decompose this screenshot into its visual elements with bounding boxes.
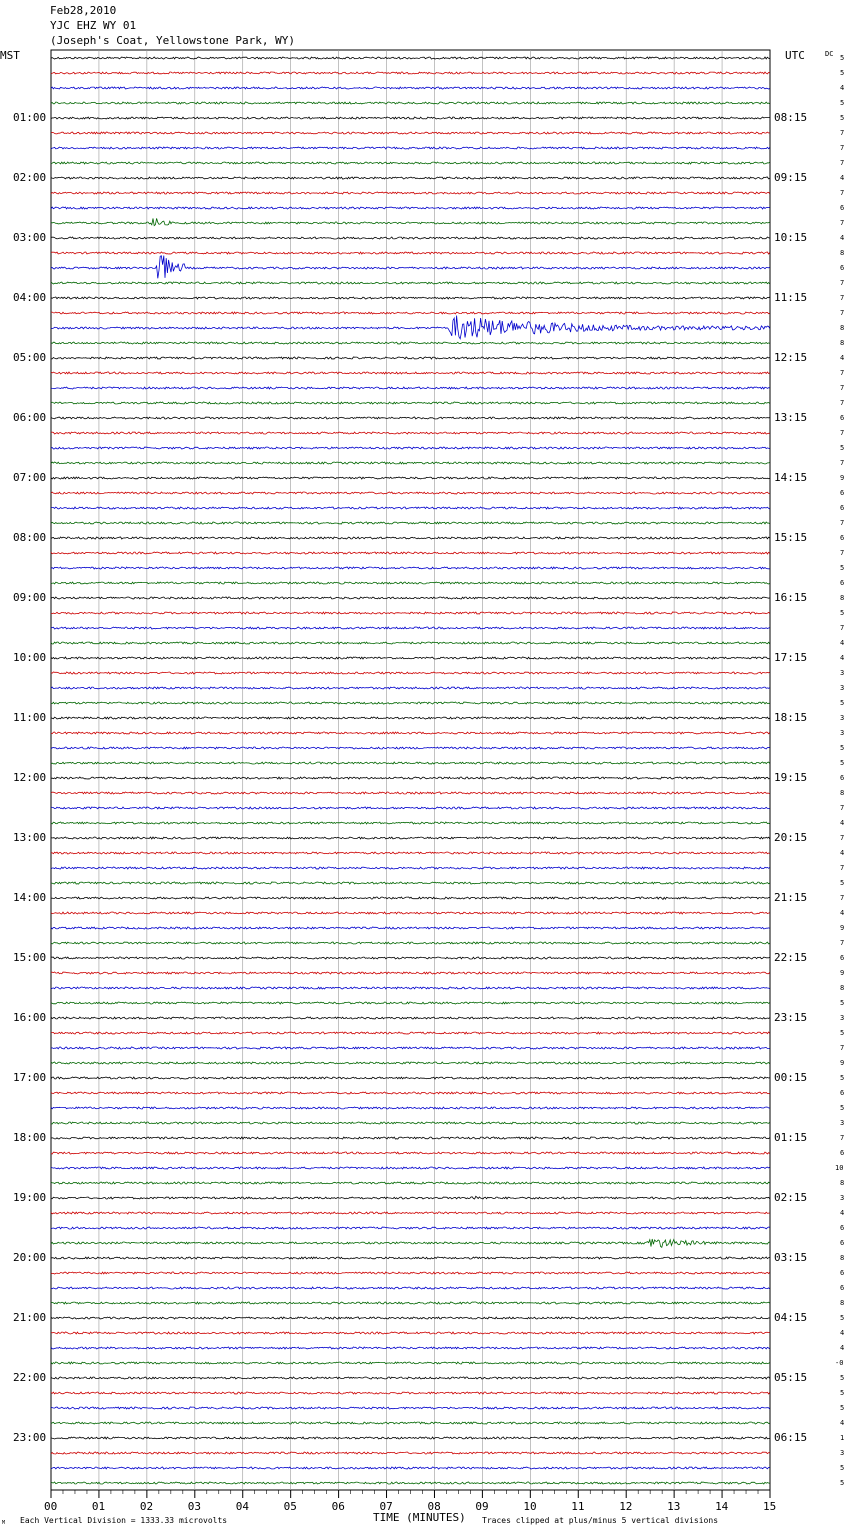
mst-hour-label: 07:00 — [13, 471, 47, 484]
seismic-trace — [51, 237, 770, 239]
seismic-trace — [51, 702, 770, 704]
dc-value: 7 — [840, 384, 845, 392]
dc-value: 6 — [840, 954, 845, 962]
dc-value: 6 — [840, 774, 845, 782]
utc-hour-label: 12:15 — [774, 351, 808, 364]
utc-hour-label: 01:15 — [774, 1131, 808, 1144]
seismic-trace — [51, 1302, 770, 1304]
dc-value: 7 — [840, 894, 845, 902]
seismic-trace — [51, 1317, 770, 1319]
seismic-trace — [51, 972, 770, 974]
seismic-trace — [51, 1152, 770, 1154]
dc-value: 5 — [840, 1104, 845, 1112]
dc-value: 4 — [840, 234, 845, 242]
seismic-trace — [51, 1017, 770, 1019]
dc-value: 8 — [840, 594, 845, 602]
seismic-trace — [51, 897, 770, 900]
utc-hour-label: 00:15 — [774, 1071, 808, 1084]
seismic-trace — [51, 147, 770, 149]
dc-value: 4 — [840, 909, 845, 917]
x-tick-label: 04 — [235, 1500, 249, 1513]
dc-value: 5 — [840, 444, 845, 452]
utc-hour-label: 19:15 — [774, 771, 808, 784]
seismic-trace — [51, 612, 770, 614]
utc-hour-label: 11:15 — [774, 291, 808, 304]
dc-value: 8 — [840, 789, 845, 797]
dc-value: 5 — [840, 1464, 845, 1472]
seismic-trace — [51, 1272, 770, 1274]
mst-hour-label: 22:00 — [13, 1371, 47, 1384]
x-tick-label: 08 — [427, 1500, 441, 1513]
seismic-trace — [51, 432, 770, 434]
seismic-trace — [51, 642, 770, 644]
seismic-trace — [51, 282, 770, 284]
dc-value: 7 — [840, 1044, 845, 1052]
dc-title: DC — [825, 50, 834, 58]
dc-value: 6 — [840, 534, 845, 542]
seismic-trace — [51, 777, 770, 779]
dc-value: 5 — [840, 114, 845, 122]
seismic-trace — [51, 987, 770, 989]
dc-value: 6 — [840, 414, 845, 422]
dc-value: 8 — [840, 339, 845, 347]
seismic-trace — [51, 942, 770, 944]
seismic-trace — [51, 117, 770, 119]
dc-value: 3 — [840, 1014, 845, 1022]
dc-value: 5 — [840, 879, 845, 887]
seismic-trace — [51, 732, 770, 734]
dc-value: 7 — [840, 549, 845, 557]
seismic-trace — [51, 837, 770, 839]
seismic-trace — [51, 597, 770, 599]
dc-value: 9 — [840, 474, 845, 482]
seismic-trace — [51, 192, 770, 194]
x-tick-label: 05 — [283, 1500, 297, 1513]
dc-value: 4 — [840, 1419, 845, 1427]
dc-value: 5 — [840, 1404, 845, 1412]
x-tick-label: 09 — [475, 1500, 489, 1513]
utc-hour-label: 20:15 — [774, 831, 808, 844]
seismic-trace — [51, 717, 770, 719]
dc-value: 4 — [840, 639, 845, 647]
seismic-trace — [51, 792, 770, 794]
utc-hour-label: 22:15 — [774, 951, 808, 964]
utc-hour-label: 16:15 — [774, 591, 808, 604]
dc-value: 5 — [840, 1074, 845, 1082]
seismic-trace — [51, 1167, 770, 1169]
utc-hour-label: 23:15 — [774, 1011, 808, 1024]
station-code: YJC EHZ WY 01 — [50, 19, 137, 32]
dc-value: 5 — [840, 1374, 845, 1382]
chart-date: Feb28,2010 — [50, 4, 117, 17]
seismic-trace — [51, 87, 770, 89]
mst-hour-label: 05:00 — [13, 351, 47, 364]
dc-value: 4 — [840, 819, 845, 827]
seismic-trace — [51, 1347, 770, 1349]
seismic-trace — [51, 627, 770, 629]
seismic-trace — [51, 882, 770, 884]
dc-value: 9 — [840, 924, 845, 932]
seismic-trace — [51, 372, 770, 374]
seismic-trace — [51, 1122, 770, 1124]
dc-value: 5 — [840, 54, 845, 62]
mst-hour-label: 20:00 — [13, 1251, 47, 1264]
dc-value: 5 — [840, 564, 845, 572]
dc-value: 3 — [840, 729, 845, 737]
x-tick-label: 11 — [571, 1500, 585, 1513]
seismic-trace — [51, 1407, 770, 1409]
mst-hour-label: 11:00 — [13, 711, 47, 724]
mst-hour-label: 09:00 — [13, 591, 47, 604]
seismic-trace — [51, 522, 770, 524]
seismic-trace — [51, 1002, 770, 1004]
seismic-trace — [51, 807, 770, 809]
mst-hour-label: 16:00 — [13, 1011, 47, 1024]
dc-value: 3 — [840, 1119, 845, 1127]
dc-value: 4 — [840, 354, 845, 362]
dc-value: 7 — [840, 519, 845, 527]
seismic-trace — [51, 402, 770, 404]
dc-value: 6 — [840, 1269, 845, 1277]
x-tick-label: 07 — [379, 1500, 393, 1513]
dc-value: 7 — [840, 279, 845, 287]
mst-hour-label: 12:00 — [13, 771, 47, 784]
seismic-trace — [51, 1467, 770, 1469]
mst-hour-label: 08:00 — [13, 531, 47, 544]
dc-value: 8 — [840, 1179, 845, 1187]
seismic-trace — [51, 1196, 770, 1199]
seismic-trace — [51, 162, 770, 164]
seismic-trace — [51, 132, 770, 134]
dc-value: 7 — [840, 624, 845, 632]
seismic-trace — [51, 1077, 770, 1079]
dc-value: 4 — [840, 1209, 845, 1217]
utc-hour-label: 15:15 — [774, 531, 808, 544]
utc-hour-label: 06:15 — [774, 1431, 808, 1444]
dc-value: 5 — [840, 1029, 845, 1037]
seismic-trace — [51, 657, 770, 659]
dc-value: 6 — [840, 204, 845, 212]
dc-value: 8 — [840, 1299, 845, 1307]
dc-value: 6 — [840, 1239, 845, 1247]
seismic-trace — [51, 102, 770, 104]
utc-hour-label: 02:15 — [774, 1191, 808, 1204]
mst-hour-label: 15:00 — [13, 951, 47, 964]
seismic-trace — [51, 1107, 770, 1109]
seismic-trace — [51, 447, 770, 449]
dc-value: 3 — [840, 1194, 845, 1202]
dc-value: 6 — [840, 579, 845, 587]
utc-hour-label: 17:15 — [774, 651, 808, 664]
mst-hour-label: 06:00 — [13, 411, 47, 424]
x-tick-label: 00 — [44, 1500, 58, 1513]
mst-hour-label: 13:00 — [13, 831, 47, 844]
dc-value: 3 — [840, 1449, 845, 1457]
left-axis-title: MST — [0, 49, 20, 62]
x-tick-label: 12 — [619, 1500, 633, 1513]
dc-value: 7 — [840, 309, 845, 317]
x-tick-label: 03 — [187, 1500, 202, 1513]
dc-value: 9 — [840, 969, 845, 977]
x-axis-label: TIME (MINUTES) — [373, 1511, 466, 1524]
dc-value: 5 — [840, 744, 845, 752]
dc-value: 7 — [840, 294, 845, 302]
dc-value: 5 — [840, 1479, 845, 1487]
dc-value: 4 — [840, 849, 845, 857]
seismic-trace — [51, 567, 770, 569]
dc-value: 3 — [840, 684, 845, 692]
dc-value: 8 — [840, 984, 845, 992]
dc-value: 7 — [840, 864, 845, 872]
utc-hour-label: 05:15 — [774, 1371, 808, 1384]
seismic-trace — [51, 1182, 770, 1184]
dc-value: 5 — [840, 699, 845, 707]
mst-hour-label: 23:00 — [13, 1431, 47, 1444]
dc-value: 1 — [840, 1434, 845, 1442]
x-tick-label: 06 — [331, 1500, 345, 1513]
seismic-trace — [51, 1047, 770, 1049]
seismic-trace — [51, 177, 770, 179]
utc-hour-label: 10:15 — [774, 231, 808, 244]
seismic-trace — [51, 1482, 770, 1484]
seismic-trace — [51, 387, 770, 389]
dc-value: 6 — [840, 264, 845, 272]
seismic-trace — [51, 822, 770, 824]
utc-hour-label: 14:15 — [774, 471, 808, 484]
clip-note: Traces clipped at plus/minus 5 vertical divisions — [482, 1516, 719, 1525]
dc-value: 7 — [840, 804, 845, 812]
utc-hour-label: 21:15 — [774, 891, 808, 904]
seismic-trace — [51, 1377, 770, 1379]
mst-hour-label: 17:00 — [13, 1071, 47, 1084]
mst-hour-label: 03:00 — [13, 231, 47, 244]
seismic-trace — [51, 218, 770, 225]
dc-value: 7 — [840, 369, 845, 377]
station-location: (Joseph's Coat, Yellowstone Park, WY) — [50, 34, 296, 47]
dc-value: 5 — [840, 99, 845, 107]
dc-value: 6 — [840, 1224, 845, 1232]
x-tick-label: 01 — [91, 1500, 106, 1513]
utc-hour-label: 08:15 — [774, 111, 808, 124]
x-tick-label: 10 — [523, 1500, 537, 1513]
dc-value: 9 — [840, 1059, 845, 1067]
seismic-trace — [51, 256, 770, 279]
seismic-trace — [51, 852, 770, 854]
seismic-trace — [51, 1227, 770, 1229]
dc-value: 4 — [840, 1329, 845, 1337]
seismic-trace — [51, 72, 770, 74]
dc-value: 7 — [840, 159, 845, 167]
dc-value: 4 — [840, 84, 845, 92]
seismic-trace — [51, 1092, 770, 1094]
dc-value: 8 — [840, 249, 845, 257]
utc-hour-label: 03:15 — [774, 1251, 808, 1264]
mst-hour-label: 14:00 — [13, 891, 47, 904]
seismic-trace — [51, 1239, 770, 1247]
dc-value: 7 — [840, 129, 845, 137]
dc-value: 5 — [840, 69, 845, 77]
dc-value: 6 — [840, 1149, 845, 1157]
dc-value: 7 — [840, 429, 845, 437]
corner-mark: M — [2, 1520, 6, 1526]
dc-value: 3 — [840, 714, 845, 722]
dc-value: 6 — [840, 504, 845, 512]
mst-hour-label: 04:00 — [13, 291, 47, 304]
dc-value: 4 — [840, 654, 845, 662]
seismic-trace — [51, 912, 770, 914]
seismic-trace — [51, 1452, 770, 1454]
seismic-trace — [51, 927, 770, 929]
right-axis-title: UTC — [785, 49, 805, 62]
seismic-trace — [51, 342, 770, 344]
x-tick-label: 14 — [715, 1500, 729, 1513]
seismic-trace — [51, 252, 770, 254]
dc-value: 7 — [840, 144, 845, 152]
seismic-trace — [51, 357, 770, 359]
x-tick-label: 13 — [667, 1500, 681, 1513]
dc-value: 5 — [840, 609, 845, 617]
seismic-trace — [51, 1422, 770, 1424]
dc-value: 4 — [840, 1344, 845, 1352]
mst-hour-label: 02:00 — [13, 171, 47, 184]
seismic-trace — [51, 1257, 770, 1259]
dc-value: 5 — [840, 759, 845, 767]
dc-value: 5 — [840, 999, 845, 1007]
seismic-trace — [51, 687, 770, 689]
utc-hour-label: 04:15 — [774, 1311, 808, 1324]
seismic-trace — [51, 507, 770, 509]
dc-value: 7 — [840, 219, 845, 227]
seismic-trace — [51, 57, 770, 59]
seismic-trace — [51, 762, 770, 764]
dc-value: 5 — [840, 1314, 845, 1322]
seismic-trace — [51, 1212, 770, 1214]
seismic-trace — [51, 867, 770, 869]
seismic-trace — [51, 1137, 770, 1139]
seismic-trace — [51, 462, 770, 464]
dc-value: -0 — [835, 1359, 844, 1367]
dc-value: 6 — [840, 489, 845, 497]
dc-value: 7 — [840, 939, 845, 947]
seismic-trace — [51, 552, 770, 554]
utc-hour-label: 09:15 — [774, 171, 808, 184]
seismic-trace — [51, 1392, 770, 1394]
mst-hour-label: 10:00 — [13, 651, 47, 664]
scale-note: Each Vertical Division = 1333.33 microvolts — [20, 1516, 228, 1525]
dc-value: 10 — [835, 1164, 844, 1172]
utc-hour-label: 18:15 — [774, 711, 808, 724]
dc-value: 8 — [840, 1254, 845, 1262]
dc-value: 6 — [840, 1089, 845, 1097]
seismic-trace — [51, 672, 770, 674]
seismic-trace — [51, 312, 770, 314]
seismic-trace — [51, 417, 770, 419]
seismic-trace — [51, 1032, 770, 1034]
dc-value: 7 — [840, 459, 845, 467]
seismic-trace — [51, 492, 770, 494]
mst-hour-label: 18:00 — [13, 1131, 47, 1144]
dc-value: 8 — [840, 324, 845, 332]
seismic-trace — [51, 1362, 770, 1364]
dc-value: 5 — [840, 1389, 845, 1397]
x-tick-label: 02 — [139, 1500, 154, 1513]
dc-value: 3 — [840, 669, 845, 677]
mst-hour-label: 19:00 — [13, 1191, 47, 1204]
dc-value: 7 — [840, 1134, 845, 1142]
mst-hour-label: 21:00 — [13, 1311, 47, 1324]
seismic-trace — [51, 537, 770, 539]
seismic-trace — [51, 316, 770, 339]
seismic-trace — [51, 957, 770, 959]
seismic-trace — [51, 297, 770, 299]
mst-hour-label: 01:00 — [13, 111, 47, 124]
x-tick-label: 15 — [763, 1500, 777, 1513]
seismic-trace — [51, 1062, 770, 1064]
seismic-trace — [51, 1332, 770, 1334]
dc-value: 7 — [840, 834, 845, 842]
dc-value: 7 — [840, 399, 845, 407]
seismic-trace — [51, 477, 770, 479]
dc-value: 7 — [840, 189, 845, 197]
seismic-trace — [51, 582, 770, 584]
dc-value: 4 — [840, 174, 845, 182]
seismic-trace — [51, 1437, 770, 1439]
seismic-trace — [51, 1287, 770, 1289]
seismic-trace — [51, 207, 770, 209]
utc-hour-label: 13:15 — [774, 411, 808, 424]
dc-value: 6 — [840, 1284, 845, 1292]
seismic-trace — [51, 747, 770, 749]
plot-frame — [51, 50, 770, 1490]
